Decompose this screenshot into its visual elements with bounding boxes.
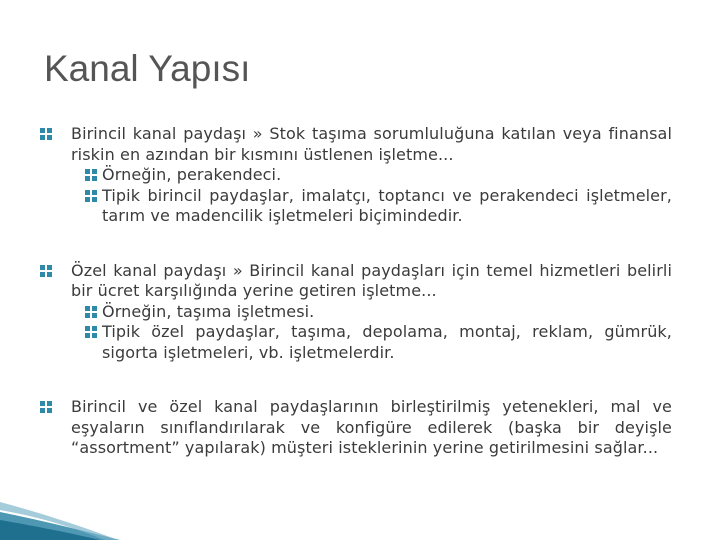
bullet-item bbox=[40, 261, 672, 364]
bullet-item bbox=[40, 124, 672, 227]
sub-bullet-item bbox=[71, 165, 672, 186]
sub-bullet-item bbox=[71, 322, 672, 363]
sub-bullet-item bbox=[71, 302, 672, 323]
sub-bullet-text: Tipik birincil paydaşlar, imalatçı, toptancı ve perakendeci işletmeler, tarım ve madencilik işletmeleri biçimindedir. bbox=[102, 185, 672, 225]
sub-bullet-text: Örneğin, taşıma işletmesi. bbox=[102, 301, 315, 321]
slide-content bbox=[40, 124, 672, 493]
bullet-icon bbox=[85, 326, 97, 338]
bullet-icon bbox=[85, 169, 97, 181]
bullet-icon bbox=[40, 401, 52, 413]
sub-bullet-text: Örneğin, perakendeci. bbox=[102, 165, 282, 184]
slide-title: Kanal Yapısı bbox=[44, 48, 251, 89]
bullet-text: Özel kanal paydaşı » Birincil kanal paydaşları için temel hizmetleri belirli bir ücret karşılığında yerine getiren işletme... bbox=[71, 260, 672, 300]
bullet-text: Birincil ve özel kanal paydaşlarının birleştirilmiş yetenekleri, mal ve eşyaların sınıflandırılarak ve konfigüre edilerek (başka bir deyişle “assortment” yapılarak) müşteri isteklerinin yerine getirilmesini sağlar... bbox=[71, 397, 672, 457]
bullet-item bbox=[40, 397, 672, 459]
sub-bullet-text: Tipik özel paydaşlar, taşıma, depolama, montaj, reklam, gümrük, sigorta işletmeleri, vb. işletmelerdir. bbox=[102, 322, 672, 362]
bullet-text: Birincil kanal paydaşı » Stok taşıma sorumluluğuna katılan veya finansal riskin en azından bir kısmını üstlenen işletme... bbox=[71, 124, 672, 164]
bullet-icon bbox=[85, 306, 97, 318]
decorative-swoosh bbox=[0, 450, 120, 540]
bullet-icon bbox=[85, 190, 97, 202]
sub-bullet-item bbox=[71, 186, 672, 227]
bullet-icon bbox=[40, 265, 52, 277]
bullet-icon bbox=[40, 128, 52, 140]
